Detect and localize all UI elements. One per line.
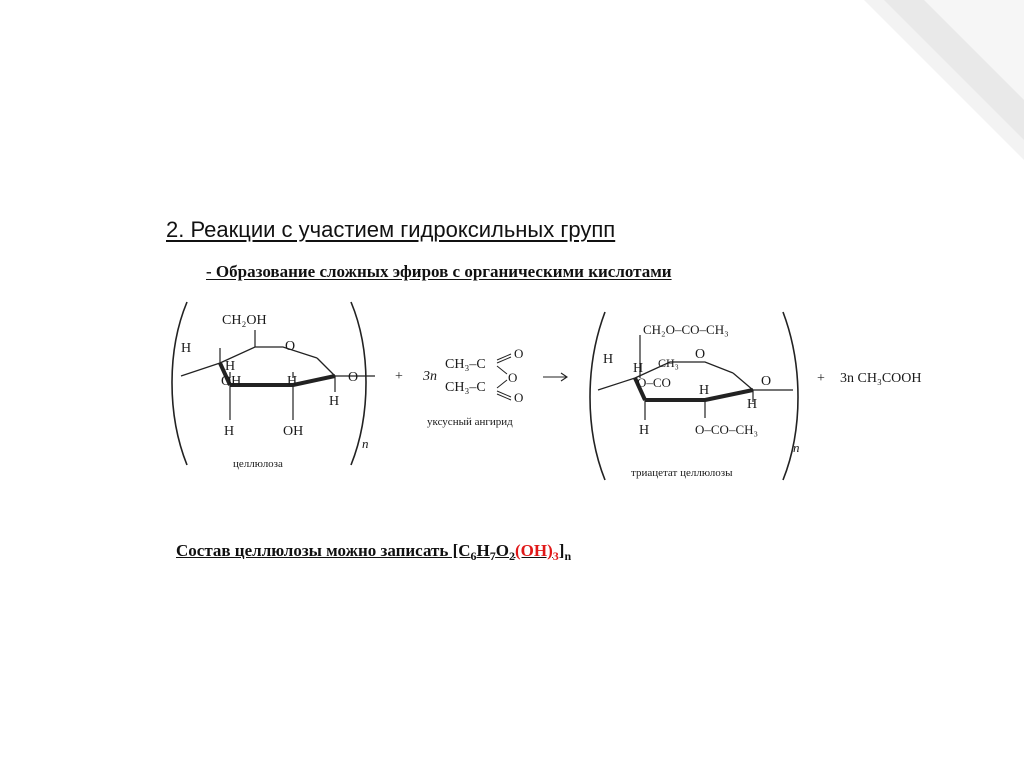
formula-c-subscript: 6 [470, 549, 477, 563]
cellulose-n-subscript: n [362, 436, 369, 451]
triacetate-bottom-group: O–CO–CH₃ [695, 422, 759, 437]
formula-prefix: Состав целлюлозы можно записать [C [176, 541, 471, 560]
cellulose-ring-o-label: O [285, 339, 296, 354]
acetic-acid-product: 3n CH₃COOH [840, 371, 922, 386]
anhydride-row2: CH₃–C [445, 380, 486, 395]
cellulose-h-mid-label: H [287, 374, 298, 389]
triacetate-h-top-label: H [633, 361, 644, 376]
triacetate-h-right-label: H [747, 397, 758, 412]
cellulose-formula-line [176, 541, 571, 561]
anhydride-caption: уксусный ангирид [427, 416, 513, 428]
cellulose-oh-left-label: OH [221, 374, 242, 389]
triacetate-h-mid-label: H [699, 383, 710, 398]
cellulose-ch2oh-label: CH₂OH [222, 313, 267, 328]
formula-close-bracket: ] [558, 541, 565, 560]
formula-o: O [495, 541, 509, 560]
triacetate-ring-o-label: O [695, 347, 706, 362]
acetic-anhydride-structure [422, 346, 523, 428]
triacetate-structure [590, 312, 800, 480]
formula-o-subscript: 2 [509, 549, 515, 563]
triacetate-oco-label: O–CO [637, 375, 671, 390]
triacetate-top-group: CH₂O–CO–CH₃ [643, 322, 729, 337]
formula-hydroxyl-subscript: 3 [552, 549, 559, 563]
slide-title: 2. Реакции с участием гидроксильных групп [166, 217, 616, 242]
cellulose-caption: целлюлоза [233, 458, 283, 470]
anhydride-o-bot: O [514, 390, 524, 405]
cellulose-link-o-label: O [348, 370, 359, 385]
anhydride-row1: CH₃–C [445, 357, 486, 372]
cellulose-h-bottom-label: H [224, 424, 235, 439]
triacetate-ch3-label: CH₃ [658, 356, 679, 370]
formula-h-subscript: 7 [489, 549, 496, 563]
anhydride-coefficient: 3n [423, 369, 437, 384]
cellulose-h-right-label: H [329, 394, 340, 409]
triacetate-link-o-label: O [761, 374, 772, 389]
reaction-scheme [165, 290, 955, 495]
triacetate-n-subscript: n [793, 440, 800, 455]
anhydride-o-top: O [514, 346, 524, 361]
slide-subtitle: - Образование сложных эфиров с органическими кислотами [206, 262, 672, 281]
formula-h: H [476, 541, 490, 560]
triacetate-h-bottom-label: H [639, 423, 650, 438]
page-curl-decoration [864, 0, 1024, 160]
cellulose-h-left-label: H [181, 341, 192, 356]
plus-sign-2: + [817, 371, 825, 386]
cellulose-h-top-label: H [225, 359, 236, 374]
anhydride-o-mid: O [508, 370, 518, 385]
formula-hydroxyl: (OH) [515, 541, 553, 560]
triacetate-caption: триацетат целлюлозы [631, 467, 733, 479]
plus-sign-1: + [395, 369, 403, 384]
formula-n-subscript: n [564, 549, 572, 563]
cellulose-structure [172, 302, 375, 470]
cellulose-oh-bottom-label: OH [283, 424, 304, 439]
triacetate-h-left-label: H [603, 352, 614, 367]
